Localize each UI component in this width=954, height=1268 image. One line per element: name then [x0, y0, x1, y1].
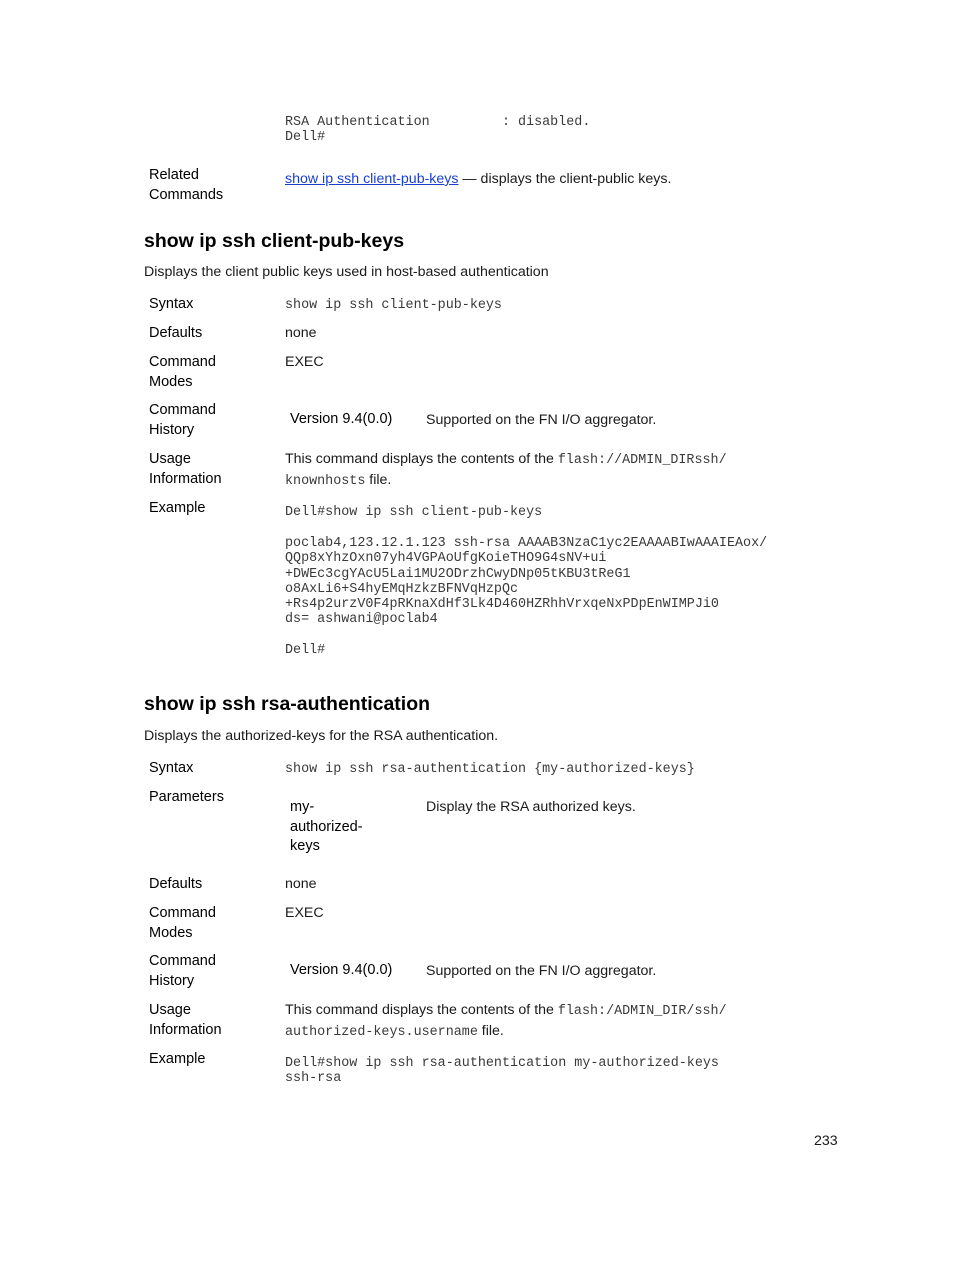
- code-line: Dell#: [285, 130, 326, 145]
- command-modes-value: EXEC: [285, 354, 324, 370]
- usage-information-label: [149, 1001, 279, 1040]
- label-line: keys: [290, 838, 320, 854]
- section-title: show ip ssh rsa-authentication: [144, 693, 431, 715]
- syntax-label: Syntax: [149, 296, 194, 312]
- label-line: Command: [149, 354, 216, 370]
- syntax-code: show ip ssh rsa-authentication {my-authorized-keys}: [285, 762, 695, 777]
- code-line: QQp8xYhzOxn07yh4VGPAoUfgKoieTHO9G4sNV+ui: [285, 551, 607, 567]
- label-line: History: [149, 972, 195, 989]
- parameter-name: [290, 798, 420, 857]
- label-line: Information: [149, 470, 222, 487]
- example-label: Example: [149, 500, 206, 516]
- related-commands-label: [149, 166, 279, 205]
- usage-text: file.: [477, 1022, 504, 1039]
- defaults-label: Defaults: [149, 325, 203, 341]
- example-label: Example: [149, 1051, 206, 1067]
- section-description: Displays the client public keys used in host-based authentication: [144, 264, 549, 280]
- example-output: [285, 1056, 719, 1087]
- label-line: Command: [149, 953, 216, 969]
- defaults-label: Defaults: [149, 876, 203, 892]
- syntax-code: show ip ssh client-pub-keys: [285, 298, 502, 313]
- history-text: Supported on the FN I/O aggregator.: [426, 412, 657, 428]
- related-commands-entry: [285, 170, 671, 190]
- label-line: Command: [149, 402, 216, 418]
- label-line: my-: [290, 799, 315, 815]
- usage-text: This command displays the contents of the: [285, 1002, 558, 1018]
- example-command: Dell#show ip ssh client-pub-keys: [285, 505, 543, 520]
- section-description: Displays the authorized-keys for the RSA authentication.: [144, 728, 499, 744]
- code-line: +DWEc3cgYAcU5Lai1MU2ODrzhCwyDNp05tKBU3tReG1: [285, 566, 631, 582]
- parameter-description: Display the RSA authorized keys.: [426, 799, 636, 815]
- parameters-label: Parameters: [149, 789, 224, 805]
- usage-information-label: [149, 450, 279, 489]
- command-modes-value: EXEC: [285, 905, 324, 921]
- code-line: ssh-rsa: [285, 1071, 342, 1087]
- history-version: Version 9.4(0.0): [290, 962, 393, 978]
- usage-information-text: [285, 1001, 805, 1042]
- example-prompt: Dell#: [285, 643, 326, 658]
- history-text: Supported on the FN I/O aggregator.: [426, 963, 657, 979]
- code-line: RSA Authentication : disabled.: [285, 115, 591, 130]
- syntax-label: Syntax: [149, 760, 194, 776]
- label-line: Modes: [149, 373, 193, 390]
- history-version: Version 9.4(0.0): [290, 411, 393, 427]
- label-line: authorized-: [290, 818, 363, 835]
- label-line: Usage: [149, 451, 191, 467]
- label-line: Modes: [149, 924, 193, 941]
- label-line: Command: [149, 905, 216, 921]
- defaults-value: none: [285, 325, 317, 341]
- label-line: History: [149, 421, 195, 438]
- command-history-label: [149, 952, 279, 991]
- usage-code: flash:/ADMIN_DIR/ssh/: [557, 1004, 727, 1019]
- page-number: 233: [814, 1133, 838, 1149]
- defaults-value: none: [285, 876, 317, 892]
- command-history-label: [149, 401, 279, 440]
- label-line: Information: [149, 1021, 222, 1038]
- usage-code: authorized-keys.username: [285, 1024, 478, 1040]
- related-command-desc: — displays the client-public keys.: [458, 171, 672, 187]
- usage-code: flash://ADMIN_DIRssh/: [557, 453, 727, 468]
- label-line: Usage: [149, 1002, 191, 1018]
- usage-text: This command displays the contents of the: [285, 451, 558, 467]
- usage-information-text: [285, 450, 805, 491]
- section-title: show ip ssh client-pub-keys: [144, 230, 405, 252]
- related-command-link[interactable]: show ip ssh client-pub-keys: [285, 171, 459, 187]
- command-modes-label: [149, 353, 279, 392]
- label-line: Commands: [149, 186, 224, 203]
- code-line: +Rs4p2urzV0F4pRKnaXdHf3Lk4D460HZRhhVrxqeNxPDpEnWIMPJi0: [285, 597, 719, 613]
- command-modes-label: [149, 904, 279, 943]
- label-line: Related: [149, 167, 199, 183]
- usage-text: file.: [365, 471, 392, 488]
- example-output: [285, 536, 767, 628]
- code-line: ds= ashwani@poclab4: [285, 612, 438, 628]
- code-line: Dell#show ip ssh rsa-authentication my-authorized-keys: [285, 1056, 719, 1071]
- code-line: o8AxLi6+S4hyEMqHzkzBFNVqHzpQc: [285, 581, 519, 597]
- code-line: poclab4,123.12.1.123 ssh-rsa AAAAB3NzaC1yc2EAAAABIwAAAIEAox/: [285, 536, 768, 551]
- usage-code: knownhosts: [285, 473, 366, 489]
